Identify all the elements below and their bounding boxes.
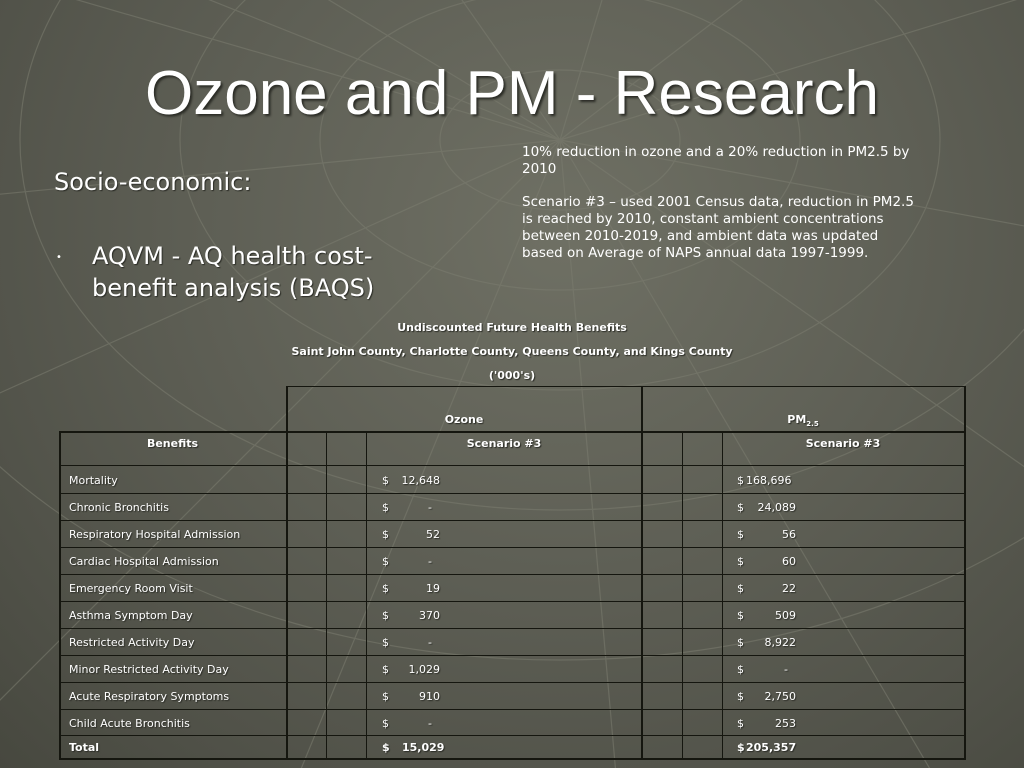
table-border: [59, 547, 965, 548]
table-border: [59, 655, 965, 656]
table-border: [59, 709, 965, 710]
ozone-value: 52: [426, 528, 440, 541]
currency-symbol: $: [382, 555, 389, 568]
table-border: [59, 574, 965, 575]
currency-symbol: $: [382, 741, 390, 754]
section-subtitle: Socio-economic:: [54, 168, 252, 196]
table-border: [59, 465, 965, 466]
row-label: Acute Respiratory Symptoms: [69, 690, 230, 703]
table-border: [286, 386, 965, 387]
currency-symbol: $: [737, 474, 744, 487]
pm-value: 22: [782, 582, 796, 595]
row-label: Cardiac Hospital Admission: [69, 555, 219, 568]
ozone-value: -: [428, 717, 432, 730]
row-label: Minor Restricted Activity Day: [69, 663, 229, 676]
header-pm25-subscript: 2.5: [806, 420, 819, 429]
pm-value: 168,696: [746, 474, 792, 487]
ozone-value: 370: [419, 609, 440, 622]
row-label: Mortality: [69, 474, 118, 487]
table-border: [59, 735, 965, 736]
total-label: Total: [69, 741, 100, 754]
ozone-value: -: [428, 501, 432, 514]
table-border: [59, 601, 965, 602]
header-ozone: Ozone: [444, 413, 484, 426]
table-border: [59, 628, 965, 629]
table-border: [59, 493, 965, 494]
slide-title: Ozone and PM - Research: [144, 59, 879, 128]
currency-symbol: $: [382, 474, 389, 487]
total-pm-value: 205,357: [746, 741, 797, 754]
header-benefits: Benefits: [146, 437, 199, 450]
table-border: [59, 520, 965, 521]
pm-value: 2,750: [764, 690, 796, 703]
currency-symbol: $: [382, 609, 389, 622]
table-border: [326, 431, 327, 758]
currency-symbol: $: [737, 741, 745, 754]
table-border: [722, 431, 723, 758]
note-scenario-description: Scenario #3 – used 2001 Census data, reduction in PM2.5 is reached by 2010, constant ambient concentrations between 2010-2019, and ambient data was updated based on Average of NAPS annual data 1997-1999.: [522, 194, 914, 261]
currency-symbol: $: [382, 717, 389, 730]
header-pm25: [641, 413, 965, 428]
note-reduction-targets: 10% reduction in ozone and a 20% reduction in PM2.5 by 2010: [522, 144, 910, 177]
total-ozone-value: 15,029: [402, 741, 445, 754]
table-border: [59, 758, 965, 760]
currency-symbol: $: [737, 663, 744, 676]
ozone-value: 910: [419, 690, 440, 703]
header-ozone-scenario: Scenario #3: [466, 437, 542, 450]
ozone-value: -: [428, 636, 432, 649]
currency-symbol: $: [737, 636, 744, 649]
table-caption-title: Undiscounted Future Health Benefits: [397, 321, 627, 334]
currency-symbol: $: [382, 582, 389, 595]
table-caption-region: Saint John County, Charlotte County, Queens County, and Kings County: [291, 345, 733, 358]
pm-value: 8,922: [764, 636, 796, 649]
currency-symbol: $: [382, 690, 389, 703]
header-pm25-main: PM: [787, 413, 807, 426]
table-border: [59, 682, 965, 683]
pm-value: 509: [775, 609, 796, 622]
header-pm-scenario: Scenario #3: [805, 437, 881, 450]
table-border: [682, 431, 683, 758]
table-border: [59, 431, 965, 433]
row-label: Child Acute Bronchitis: [69, 717, 190, 730]
pm-value: 253: [775, 717, 796, 730]
ozone-value: 12,648: [401, 474, 440, 487]
row-label: Restricted Activity Day: [69, 636, 195, 649]
row-label: Chronic Bronchitis: [69, 501, 169, 514]
table-border: [286, 386, 288, 760]
table-caption-units: ('000's): [488, 369, 536, 382]
currency-symbol: $: [382, 528, 389, 541]
currency-symbol: $: [382, 636, 389, 649]
table-border: [59, 431, 61, 760]
row-label: Respiratory Hospital Admission: [69, 528, 241, 541]
currency-symbol: $: [382, 501, 389, 514]
row-label: Emergency Room Visit: [69, 582, 193, 595]
currency-symbol: $: [737, 528, 744, 541]
table-border: [964, 386, 966, 760]
pm-value: 24,089: [757, 501, 796, 514]
currency-symbol: $: [737, 717, 744, 730]
ozone-value: 1,029: [408, 663, 440, 676]
bullet-marker: •: [56, 252, 62, 263]
row-label: Asthma Symptom Day: [69, 609, 193, 622]
currency-symbol: $: [737, 582, 744, 595]
currency-symbol: $: [737, 690, 744, 703]
currency-symbol: $: [382, 663, 389, 676]
currency-symbol: $: [737, 501, 744, 514]
ozone-value: -: [428, 555, 432, 568]
pm-value: -: [784, 663, 788, 676]
currency-symbol: $: [737, 555, 744, 568]
table-border: [366, 431, 367, 758]
bullet-text: AQVM - AQ health cost-benefit analysis (BAQS): [92, 242, 375, 302]
ozone-value: 19: [426, 582, 440, 595]
currency-symbol: $: [737, 609, 744, 622]
pm-value: 60: [782, 555, 796, 568]
pm-value: 56: [782, 528, 796, 541]
